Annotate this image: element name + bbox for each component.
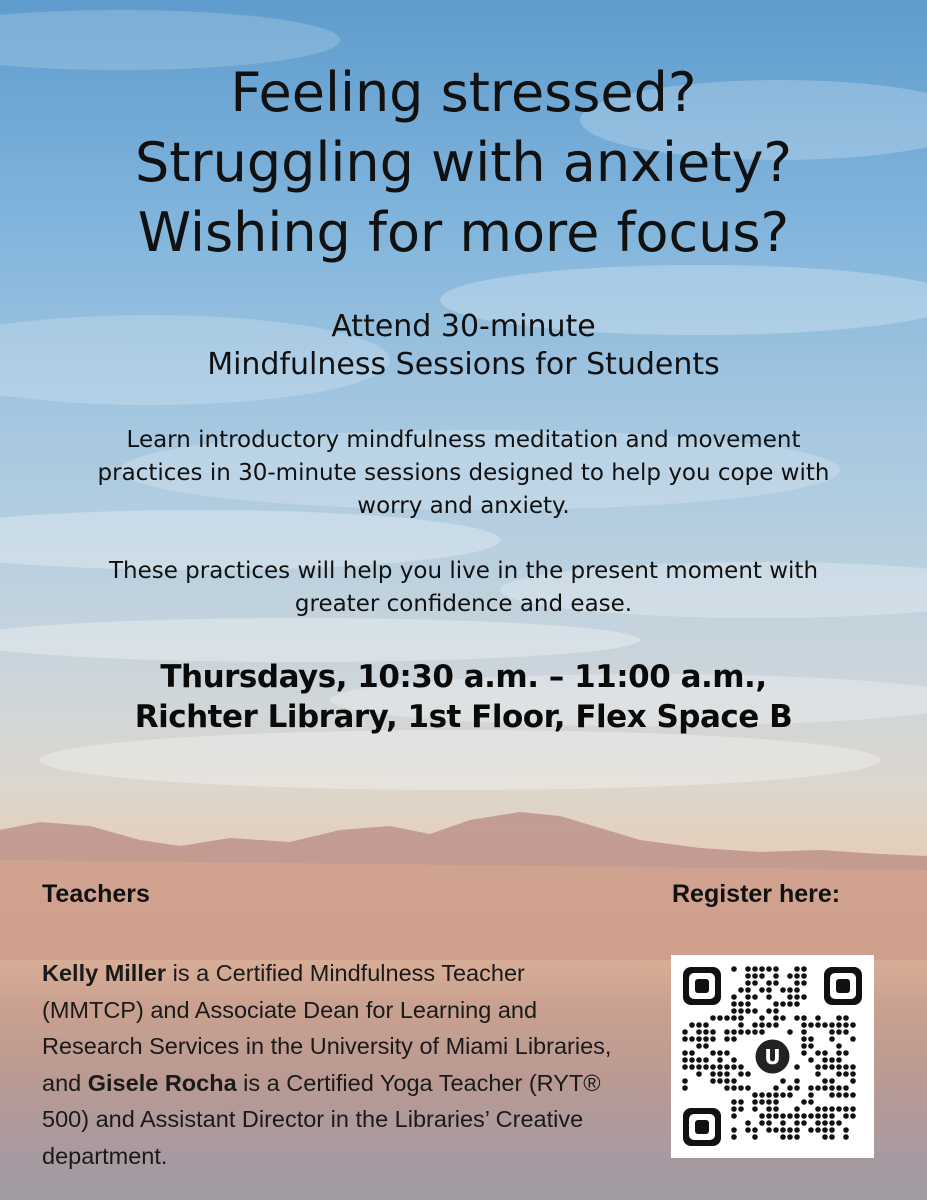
qr-module: [717, 1071, 723, 1077]
qr-module: [766, 966, 772, 972]
qr-module: [738, 1099, 744, 1105]
qr-module: [710, 1078, 716, 1084]
qr-module: [836, 1015, 842, 1021]
qr-module: [801, 1043, 807, 1049]
qr-module: [836, 1064, 842, 1070]
qr-module: [773, 980, 779, 986]
qr-module: [794, 1001, 800, 1007]
schedule-location: Richter Library, 1st Floor, Flex Space B: [134, 699, 793, 735]
qr-module: [794, 1015, 800, 1021]
qr-module: [710, 1071, 716, 1077]
qr-module: [815, 1064, 821, 1070]
qr-module: [773, 1127, 779, 1133]
qr-module: [836, 1120, 842, 1126]
qr-module: [759, 966, 765, 972]
qr-module: [836, 1085, 842, 1091]
qr-module: [710, 1050, 716, 1056]
qr-module: [836, 1029, 842, 1035]
qr-module: [843, 1071, 849, 1077]
qr-module: [829, 1085, 835, 1091]
qr-module: [717, 1078, 723, 1084]
qr-module: [738, 1085, 744, 1091]
qr-module: [822, 1085, 828, 1091]
qr-module: [710, 1036, 716, 1042]
qr-module: [829, 1120, 835, 1126]
qr-module: [773, 1008, 779, 1014]
qr-module: [808, 1085, 814, 1091]
qr-module: [738, 1001, 744, 1007]
qr-module: [731, 1127, 737, 1133]
headline: [0, 58, 927, 268]
qr-module: [682, 1057, 688, 1063]
qr-module: [808, 1113, 814, 1119]
qr-module: [808, 1057, 814, 1063]
qr-module: [759, 1015, 765, 1021]
qr-module: [815, 1022, 821, 1028]
qr-module: [717, 1057, 723, 1063]
qr-module: [815, 1120, 821, 1126]
qr-module: [780, 1120, 786, 1126]
qr-module: [696, 1043, 702, 1049]
qr-module: [731, 1001, 737, 1007]
qr-module: [822, 1078, 828, 1084]
qr-module: [815, 1015, 821, 1021]
qr-module: [829, 1029, 835, 1035]
qr-module: [703, 1022, 709, 1028]
qr-module: [724, 1029, 730, 1035]
headline-line-1: Feeling stressed?: [230, 61, 697, 124]
schedule-time: Thursdays, 10:30 a.m. – 11:00 a.m.,: [160, 659, 767, 695]
qr-module: [808, 1099, 814, 1105]
qr-module: [738, 1064, 744, 1070]
qr-module: [780, 1113, 786, 1119]
qr-module: [766, 1106, 772, 1112]
qr-module: [787, 1029, 793, 1035]
qr-module: [731, 1015, 737, 1021]
qr-module: [850, 1113, 856, 1119]
qr-module: [731, 1113, 737, 1119]
qr-module: [836, 1106, 842, 1112]
qr-module: [773, 1015, 779, 1021]
qr-module: [843, 1106, 849, 1112]
qr-module: [745, 994, 751, 1000]
qr-module: [780, 1078, 786, 1084]
qr-module: [759, 973, 765, 979]
qr-module: [766, 1092, 772, 1098]
qr-module: [738, 1071, 744, 1077]
qr-module: [780, 987, 786, 993]
qr-module: [703, 1029, 709, 1035]
qr-module: [822, 1064, 828, 1070]
qr-module: [808, 1127, 814, 1133]
qr-module: [738, 1106, 744, 1112]
qr-module: [682, 1078, 688, 1084]
qr-module: [731, 1106, 737, 1112]
qr-module: [794, 1127, 800, 1133]
qr-module: [836, 1043, 842, 1049]
qr-module: [703, 1043, 709, 1049]
qr-module: [801, 966, 807, 972]
qr-module: [822, 1120, 828, 1126]
qr-module: [836, 1057, 842, 1063]
qr-module: [822, 1127, 828, 1133]
qr-module: [836, 1050, 842, 1056]
qr-module: [766, 1127, 772, 1133]
qr-module: [724, 1015, 730, 1021]
qr-module: [773, 1099, 779, 1105]
qr-module: [829, 1064, 835, 1070]
qr-module: [843, 1085, 849, 1091]
qr-module: [703, 1064, 709, 1070]
teacher-bio: [42, 955, 632, 1174]
qr-module: [696, 1057, 702, 1063]
qr-module: [794, 1113, 800, 1119]
qr-module: [710, 1029, 716, 1035]
qr-module: [794, 994, 800, 1000]
qr-module: [815, 1071, 821, 1077]
qr-module: [822, 1106, 828, 1112]
qr-module: [843, 1064, 849, 1070]
qr-module: [780, 1001, 786, 1007]
qr-module: [724, 1050, 730, 1056]
qr-module: [843, 1127, 849, 1133]
qr-module: [696, 1036, 702, 1042]
qr-module: [794, 973, 800, 979]
qr-module: [850, 1064, 856, 1070]
qr-module: [759, 1120, 765, 1126]
qr-module: [773, 1113, 779, 1119]
qr-module: [773, 1106, 779, 1112]
qr-module: [787, 1092, 793, 1098]
qr-finder-top-left: [683, 967, 721, 1005]
qr-module: [689, 1057, 695, 1063]
qr-module: [745, 966, 751, 972]
qr-module: [696, 1064, 702, 1070]
qr-module: [829, 1127, 835, 1133]
qr-module: [745, 1120, 751, 1126]
qr-module: [752, 1022, 758, 1028]
qr-module: [780, 1015, 786, 1021]
qr-module: [815, 1085, 821, 1091]
qr-module: [766, 1008, 772, 1014]
qr-module: [850, 1078, 856, 1084]
qr-module: [801, 1113, 807, 1119]
qr-module: [780, 1134, 786, 1140]
description-paragraph-2: These practices will help you live in the present moment with greater confidence and ease.: [108, 558, 819, 617]
qr-module: [780, 1092, 786, 1098]
qr-module: [759, 1113, 765, 1119]
qr-module: [815, 1050, 821, 1056]
qr-module: [850, 1071, 856, 1077]
qr-module: [682, 1050, 688, 1056]
qr-module: [766, 987, 772, 993]
qr-module: [710, 1064, 716, 1070]
qr-module: [731, 1036, 737, 1042]
teacher-2-name: Gisele Rocha: [87, 1069, 237, 1096]
qr-module: [843, 1029, 849, 1035]
qr-module: [829, 1036, 835, 1042]
qr-module: [752, 1029, 758, 1035]
qr-module: [822, 1050, 828, 1056]
qr-module: [822, 1113, 828, 1119]
qr-module: [836, 1071, 842, 1077]
qr-module: [759, 1099, 765, 1105]
headline-line-2: Struggling with anxiety?: [134, 131, 793, 194]
qr-module: [843, 1092, 849, 1098]
qr-module: [773, 1022, 779, 1028]
qr-module: [794, 980, 800, 986]
qr-module: [829, 1106, 835, 1112]
qr-finder-bottom-left: [683, 1108, 721, 1146]
qr-module: [787, 994, 793, 1000]
qr-module: [752, 1092, 758, 1098]
teacher-1-description: is a Certified Mindfulness Teacher (MMTCP) and Associate Dean for Learning and Research Services in the University of Miami Libraries, and: [42, 960, 612, 1096]
qr-module: [752, 1099, 758, 1105]
qr-module: [808, 1043, 814, 1049]
qr-module: [738, 987, 744, 993]
qr-module: [808, 1036, 814, 1042]
qr-module: [766, 1022, 772, 1028]
qr-module: [787, 987, 793, 993]
qr-module: [850, 1022, 856, 1028]
qr-module: [766, 980, 772, 986]
qr-module: [766, 1120, 772, 1126]
subheading-line-1: Attend 30-minute: [331, 309, 596, 344]
qr-module: [696, 1022, 702, 1028]
qr-module: [759, 1029, 765, 1035]
qr-module: [829, 1022, 835, 1028]
qr-module: [717, 1015, 723, 1021]
register-heading: Register here:: [672, 880, 841, 908]
qr-module: [822, 1057, 828, 1063]
qr-module: [794, 1064, 800, 1070]
qr-module: [794, 1134, 800, 1140]
qr-module: [696, 1029, 702, 1035]
qr-module: [752, 1008, 758, 1014]
qr-module: [850, 1106, 856, 1112]
qr-module: [801, 1036, 807, 1042]
teacher-1-name: Kelly Miller: [42, 960, 167, 986]
qr-module: [801, 1099, 807, 1105]
qr-module: [759, 1092, 765, 1098]
qr-module: [745, 1008, 751, 1014]
qr-module: [822, 1022, 828, 1028]
qr-module: [731, 1057, 737, 1063]
qr-module: [773, 973, 779, 979]
qr-module: [836, 1022, 842, 1028]
qr-module: [745, 980, 751, 986]
qr-module: [829, 1092, 835, 1098]
qr-module: [752, 980, 758, 986]
qr-module: [724, 1085, 730, 1091]
qr-module: [850, 1036, 856, 1042]
qr-module: [710, 1015, 716, 1021]
qr-module: [801, 1029, 807, 1035]
qr-module: [822, 1134, 828, 1140]
qr-module: [731, 1099, 737, 1105]
teacher-2-description: is a Certified Yoga Teacher (RYT® 500) and Assistant Director in the Libraries’ Creative department.: [42, 1069, 601, 1169]
qr-module: [801, 980, 807, 986]
qr-module: [689, 1050, 695, 1056]
qr-module: [829, 1057, 835, 1063]
qr-module: [787, 1134, 793, 1140]
qr-module: [696, 1071, 702, 1077]
qr-module: [843, 1022, 849, 1028]
qr-module: [752, 973, 758, 979]
description-paragraph-1: Learn introductory mindfulness meditation and movement practices in 30-minute sessions designed to help you cope with worry and anxiety.: [97, 427, 830, 519]
qr-module: [850, 1092, 856, 1098]
qr-module: [794, 1085, 800, 1091]
qr-module: [752, 1106, 758, 1112]
qr-module: [731, 1085, 737, 1091]
qr-module: [787, 973, 793, 979]
qr-module: [752, 966, 758, 972]
qr-module: [745, 1085, 751, 1091]
schedule-info: [0, 657, 927, 737]
qr-module: [815, 1127, 821, 1133]
qr-module: [759, 1022, 765, 1028]
qr-module: [682, 1036, 688, 1042]
qr-module: [731, 1134, 737, 1140]
qr-module: [738, 1022, 744, 1028]
qr-module: [745, 1071, 751, 1077]
qr-module: [682, 1085, 688, 1091]
qr-module: [724, 1036, 730, 1042]
qr-module: [745, 1001, 751, 1007]
qr-module: [766, 994, 772, 1000]
qr-module: [752, 1134, 758, 1140]
qr-module: [689, 1022, 695, 1028]
qr-module: [682, 1064, 688, 1070]
qr-module: [689, 1064, 695, 1070]
qr-module: [773, 1085, 779, 1091]
qr-module: [689, 1036, 695, 1042]
subheading-line-2: Mindfulness Sessions for Students: [207, 347, 720, 382]
qr-module: [738, 1015, 744, 1021]
qr-finder-top-right: [824, 967, 862, 1005]
qr-module: [801, 1022, 807, 1028]
teachers-heading: Teachers: [42, 880, 150, 908]
qr-module: [801, 973, 807, 979]
qr-module: [801, 1015, 807, 1021]
subheading: [0, 308, 927, 384]
qr-module: [843, 1134, 849, 1140]
qr-module: [724, 1064, 730, 1070]
qr-module: [766, 1113, 772, 1119]
qr-module: [843, 1015, 849, 1021]
qr-module: [752, 1127, 758, 1133]
qr-module: [815, 1106, 821, 1112]
qr-module: [731, 1008, 737, 1014]
qr-module: [724, 1078, 730, 1084]
qr-module: [738, 1029, 744, 1035]
qr-module: [703, 1057, 709, 1063]
qr-module: [703, 1036, 709, 1042]
qr-module: [745, 973, 751, 979]
qr-module: [731, 1078, 737, 1084]
qr-module: [794, 987, 800, 993]
qr-module: [731, 1064, 737, 1070]
qr-module: [829, 1134, 835, 1140]
qr-module: [815, 1113, 821, 1119]
qr-module: [836, 1092, 842, 1098]
qr-module: [766, 1099, 772, 1105]
qr-module: [829, 1113, 835, 1119]
qr-module: [745, 1029, 751, 1035]
qr-module: [780, 1127, 786, 1133]
qr-module: [682, 1029, 688, 1035]
qr-module: [731, 994, 737, 1000]
qr-module: [801, 1120, 807, 1126]
qr-module: [752, 994, 758, 1000]
qr-code-image: [681, 965, 864, 1148]
qr-center-letter: U: [764, 1045, 781, 1069]
qr-module: [808, 1092, 814, 1098]
qr-module: [724, 1071, 730, 1077]
qr-module: [745, 1127, 751, 1133]
qr-module: [787, 1127, 793, 1133]
qr-module: [794, 966, 800, 972]
qr-module: [731, 1029, 737, 1035]
qr-module: [794, 1106, 800, 1112]
qr-module: [773, 966, 779, 972]
qr-module: [808, 1022, 814, 1028]
qr-center-logo: [751, 1035, 795, 1079]
qr-module: [829, 1078, 835, 1084]
qr-module: [794, 1078, 800, 1084]
qr-module: [773, 1001, 779, 1007]
qr-module: [801, 1050, 807, 1056]
qr-module: [717, 1050, 723, 1056]
qr-module: [759, 987, 765, 993]
qr-module: [843, 1113, 849, 1119]
qr-module: [794, 1120, 800, 1126]
qr-module: [787, 1001, 793, 1007]
qr-module: [773, 1092, 779, 1098]
registration-qr-code[interactable]: [671, 955, 874, 1158]
qr-module: [738, 1008, 744, 1014]
qr-module: [787, 1085, 793, 1091]
headline-line-3: Wishing for more focus?: [137, 201, 790, 264]
qr-module: [801, 994, 807, 1000]
qr-module: [843, 1050, 849, 1056]
qr-module: [717, 1064, 723, 1070]
qr-module: [745, 987, 751, 993]
qr-module: [787, 1113, 793, 1119]
qr-module: [731, 966, 737, 972]
